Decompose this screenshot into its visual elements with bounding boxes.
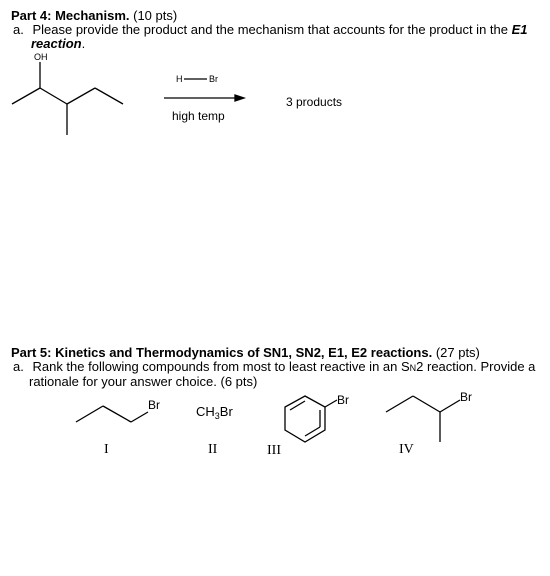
part5-question-text [32,359,535,374]
part4-question-end: . [81,36,86,51]
compound-I-label: Br [148,398,160,412]
part4-heading-points: (10 pts) [129,8,178,23]
part4-question-term2: reaction [31,36,82,51]
part5-question-text-b: 2 reaction. Provide a [416,359,536,374]
part5-heading-points: (27 pts) [432,345,480,360]
part5-question [13,359,535,374]
compound-IV-structure [386,396,460,442]
alcohol-molecule [12,62,123,135]
compound-II-formula-a: CH [196,404,215,419]
compound-IV-label: Br [460,390,472,404]
oh-label: OH [34,52,48,62]
compound-I-numeral: I [104,442,109,457]
compound-III-label: Br [337,393,349,407]
compound-II-formula-b: Br [219,404,233,419]
part4-question-prefix: a. [13,22,24,37]
reaction-arrow [164,95,244,101]
compound-II-formula [196,404,233,419]
reaction-result: 3 products [286,95,343,109]
part4-question-text: Please provide the product and the mechanism that accounts for the product in the [32,22,512,37]
part4-question-term: E1 [511,22,528,37]
compound-III-structure [285,396,337,442]
part4-heading-title: Part 4: Mechanism. [11,8,130,23]
part5-question-text-a: Rank the following compounds from most to least reactive in an S [32,359,410,374]
reagent-br-label: Br [209,74,218,84]
reaction-condition: high temp [172,109,225,123]
compound-II-formula-sub: 3 [214,411,220,421]
part5-question-line2: rationale for your answer choice. (6 pts) [29,374,258,389]
part5-heading [11,345,480,360]
compound-II-numeral: II [208,442,218,457]
compound-I-structure [76,406,148,422]
part5-question-sub: N [409,363,417,373]
compound-IV-numeral: IV [399,442,414,457]
part5-heading-title: Part 5: Kinetics and Thermodynamics of SN1, SN2, E1, E2 reactions. [11,345,433,360]
reagent-h-label: H [176,74,183,84]
part5-question-prefix: a. [13,359,24,374]
compound-III-numeral: III [267,443,281,458]
